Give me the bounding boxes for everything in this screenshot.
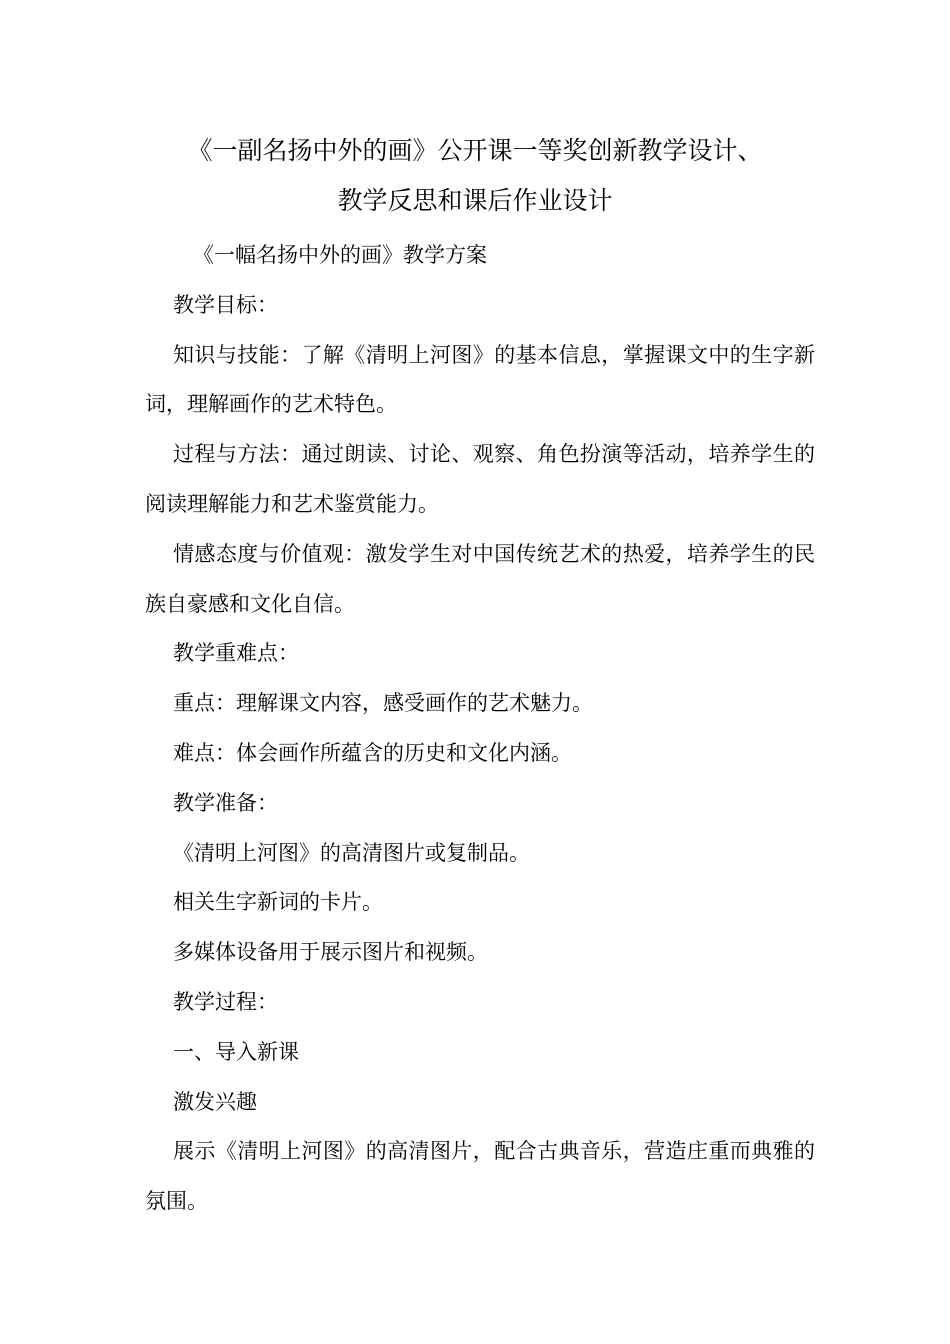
section-heading-preparation: 教学准备：: [173, 790, 278, 815]
process-substep-heading: 激发兴趣: [173, 1089, 257, 1114]
process-paragraph: 展示《清明上河图》的高清图片，配合古典音乐，营造庄重而典雅的氛围。: [145, 1139, 815, 1214]
document-title-line-2: 教学反思和课后作业设计: [337, 186, 613, 215]
preparation-item: 《清明上河图》的高清图片或复制品。: [173, 840, 530, 865]
plan-heading: 《一幅名扬中外的画》教学方案: [193, 243, 487, 267]
objective-process: 过程与方法：通过朗读、讨论、观察、角色扮演等活动，培养学生的阅读理解能力和艺术鉴赏能力。: [145, 442, 815, 516]
objective-knowledge: 知识与技能：了解《清明上河图》的基本信息，掌握课文中的生字新词，理解画作的艺术特色。: [145, 342, 815, 417]
preparation-item: 多媒体设备用于展示图片和视频。: [173, 940, 488, 965]
key-point: 重点：理解课文内容，感受画作的艺术魅力。: [173, 691, 593, 716]
section-heading-process: 教学过程：: [173, 989, 278, 1014]
preparation-item: 相关生字新词的卡片。: [173, 890, 383, 915]
document-body: [145, 231, 815, 1227]
objective-emotion: 情感态度与价值观：激发学生对中国传统艺术的热爱，培养学生的民族自豪感和文化自信。: [145, 541, 815, 616]
document-title-line-1: 《一副名扬中外的画》公开课一等奖创新教学设计、: [187, 136, 763, 165]
section-heading-key-points: 教学重难点：: [173, 641, 299, 666]
difficult-point: 难点：体会画作所蕴含的历史和文化内涵。: [173, 740, 572, 765]
section-heading-objectives: 教学目标：: [173, 292, 278, 317]
process-step-heading: 一、导入新课: [173, 1039, 299, 1064]
